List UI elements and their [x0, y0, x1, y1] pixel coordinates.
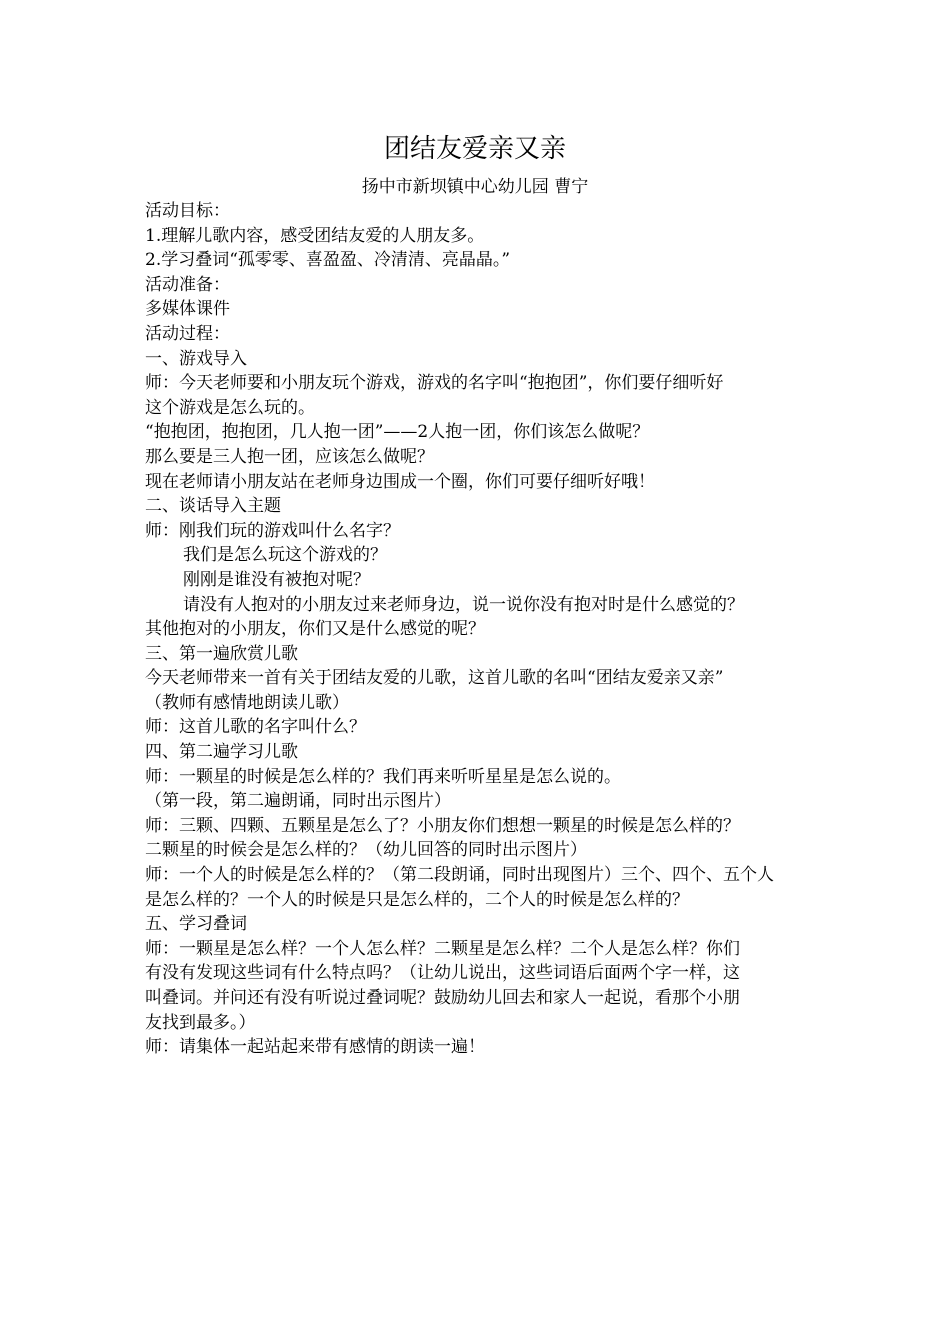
body-line: 师：一颗星的时候是怎么样的？我们再来听听星星是怎么说的。: [145, 766, 621, 787]
body-line: 现在老师请小朋友站在老师身边围成一个圈，你们可要仔细听好哦！: [145, 471, 655, 492]
body-line: 我们是怎么玩这个游戏的？: [183, 545, 387, 566]
body-line: 1.理解儿歌内容，感受团结友爱的人朋友多。: [145, 225, 485, 246]
body-line: （教师有感情地朗读儿歌）: [145, 692, 349, 713]
body-line: 四、第二遍学习儿歌: [145, 742, 298, 763]
body-line: 活动过程：: [145, 323, 230, 344]
body-line: 其他抱对的小朋友，你们又是什么感觉的呢？: [145, 619, 485, 640]
body-line: 请没有人抱对的小朋友过来老师身边，说一说你没有抱对时是什么感觉的？: [183, 594, 744, 615]
body-line: 有没有发现这些词有什么特点吗？（让幼儿说出，这些词语后面两个字一样，这: [145, 963, 740, 984]
body-line: 师：今天老师要和小朋友玩个游戏，游戏的名字叫“抱抱团”，你们要仔细听好: [145, 373, 724, 394]
body-line: 这个游戏是怎么玩的。: [145, 397, 315, 418]
body-line: 是怎么样的？一个人的时候是只是怎么样的，二个人的时候是怎么样的？: [145, 889, 689, 910]
body-line: 师：一个人的时候是怎么样的？（第二段朗诵，同时出现图片）三个、四个、五个人: [145, 865, 774, 886]
body-line: 一、游戏导入: [145, 348, 247, 369]
document-body: [145, 199, 815, 1060]
body-line: 师：一颗星是怎么样？一个人怎么样？二颗星是怎么样？二个人是怎么样？你们: [145, 938, 740, 959]
body-line: 刚刚是谁没有被抱对呢？: [183, 569, 370, 590]
body-line: 师：刚我们玩的游戏叫什么名字？: [145, 520, 400, 541]
body-line: 那么要是三人抱一团，应该怎么做呢？: [145, 446, 434, 467]
body-line: 三、第一遍欣赏儿歌: [145, 643, 298, 664]
document-author: 扬中市新坝镇中心幼儿园 曹宁: [361, 177, 589, 197]
body-line: 叫叠词。并问还有没有听说过叠词呢？鼓励幼儿回去和家人一起说，看那个小朋: [145, 988, 740, 1008]
body-line: 师：请集体一起站起来带有感情的朗读一遍！: [145, 1037, 485, 1058]
body-line: 今天老师带来一首有关于团结友爱的儿歌，这首儿歌的名叫“团结友爱亲又亲”: [145, 668, 724, 689]
document-title: 团结友爱亲又亲: [383, 134, 566, 164]
body-line: 二、谈话导入主题: [145, 496, 281, 517]
body-line: 师：三颗、四颗、五颗星是怎么了？小朋友你们想想一颗星的时候是怎么样的？: [145, 815, 740, 836]
body-line: （第一段，第二遍朗诵，同时出示图片）: [145, 791, 451, 812]
body-line: 多媒体课件: [145, 299, 230, 320]
body-line: 五、学习叠词: [145, 914, 247, 935]
body-line: 活动准备：: [145, 274, 230, 295]
body-line: 师：这首儿歌的名字叫什么？: [145, 717, 366, 738]
body-line: 2.学习叠词“孤零零、喜盈盈、冷清清、亮晶晶。”: [145, 250, 511, 271]
body-line: “抱抱团，抱抱团，几人抱一团”——2人抱一团，你们该怎么做呢？: [145, 422, 650, 443]
body-line: 二颗星的时候会是怎么样的？（幼儿回答的同时出示图片）: [145, 840, 587, 861]
body-line: 友找到最多。）: [145, 1012, 256, 1033]
body-line: 活动目标：: [145, 201, 230, 221]
